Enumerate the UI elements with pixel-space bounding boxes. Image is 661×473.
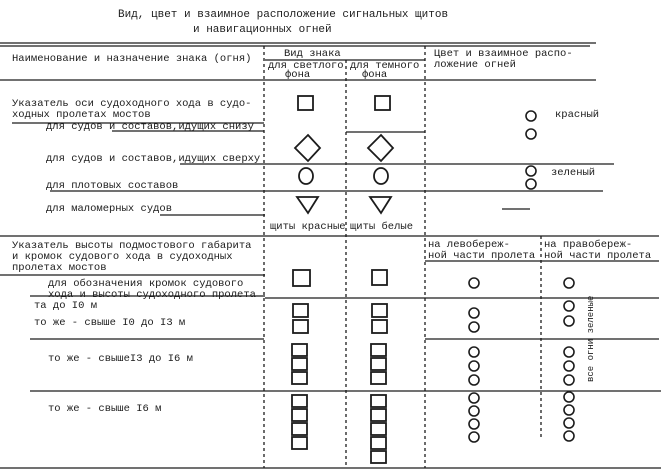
square-shield-icon (371, 344, 386, 356)
s2-row2: то же - свыше I0 до I3 м (34, 317, 186, 329)
s1-row-from-above: для судов и составов,идущих сверху (46, 153, 261, 165)
green-light-icon (564, 431, 574, 441)
s1-label-red: красный (555, 109, 600, 121)
circle-shield-icon (374, 168, 388, 184)
s2-row1-line2: хода и высоты судоходного пролета (48, 289, 256, 301)
square-shield-icon (372, 270, 387, 285)
s2-row1-line1: для обозначения кромок судового (48, 278, 244, 290)
green-light-icon (564, 418, 574, 428)
green-light-icon (564, 316, 574, 326)
green-light-icon (469, 361, 479, 371)
s2-row4: то же - свыше I6 м (48, 403, 162, 415)
s2-title-line1: Указатель высоты подмостового габарита (12, 240, 252, 252)
s1-label-green: зеленый (551, 167, 596, 179)
square-shield-icon (292, 437, 307, 449)
s2-title-line2: и кромок судового хода в судоходных (12, 251, 233, 263)
header-color-line2: ложение огней (434, 59, 516, 71)
header-light-bg-line2: фона (285, 69, 311, 81)
s2-row3: то же - свышеI3 до I6 м (48, 353, 193, 365)
green-light-icon (469, 322, 479, 332)
s2-right-bank-line1: на правобереж- (544, 239, 633, 251)
diamond-shield-icon (368, 135, 393, 161)
square-shield-icon (375, 96, 390, 110)
green-light-icon (526, 166, 536, 176)
green-light-icon (469, 375, 479, 385)
s2-title-line3: пролетах мостов (12, 262, 107, 274)
square-shield-icon (371, 451, 386, 463)
s1-row-small-craft: для маломерных судов (46, 203, 173, 215)
header-name-purpose: Наименование и назначение знака (огня) (12, 53, 252, 65)
s2-all-green: все огни зеленые (586, 295, 596, 382)
document-title-line2: и навигационных огней (193, 24, 332, 36)
green-light-icon (564, 301, 574, 311)
square-shield-icon (298, 96, 313, 110)
square-shield-icon (292, 344, 307, 356)
square-shield-icon (292, 395, 307, 407)
square-shield-icon (372, 320, 387, 333)
circle-shield-icon (299, 168, 313, 184)
green-light-icon (469, 278, 479, 288)
s1-title-line2: ходных пролетах мостов (12, 109, 151, 121)
s2-left-bank-line2: ной части пролета (428, 250, 536, 262)
square-shield-icon (292, 372, 307, 384)
square-shield-icon (292, 423, 307, 435)
green-light-icon (564, 375, 574, 385)
green-light-icon (469, 432, 479, 442)
square-shield-icon (371, 358, 386, 370)
square-shield-icon (293, 304, 308, 317)
header-sign-view: Вид знака (284, 48, 341, 60)
green-light-icon (564, 361, 574, 371)
green-light-icon (469, 308, 479, 318)
triangle-shield-icon (370, 197, 391, 213)
square-shield-icon (371, 395, 386, 407)
square-shield-icon (371, 409, 386, 421)
green-light-icon (526, 179, 536, 189)
green-light-icon (564, 392, 574, 402)
triangle-shield-icon (297, 197, 318, 213)
s2-right-bank-line2: ной части пролета (544, 250, 652, 262)
header-dark-bg-line1: для темного (350, 60, 420, 72)
square-shield-icon (372, 304, 387, 317)
green-light-icon (564, 278, 574, 288)
header-color-line1: Цвет и взаимное распо- (434, 48, 573, 60)
square-shield-icon (371, 437, 386, 449)
s1-row-from-below: для судов и составов,идущих снизу (46, 121, 254, 133)
green-light-icon (564, 347, 574, 357)
s2-row1-line3: та до I0 м (34, 300, 98, 312)
square-shield-icon (292, 358, 307, 370)
green-light-icon (469, 347, 479, 357)
green-light-icon (564, 405, 574, 415)
green-light-icon (469, 393, 479, 403)
header-dark-bg-line2: фона (362, 69, 388, 81)
green-light-icon (469, 419, 479, 429)
red-light-icon (526, 111, 536, 121)
square-shield-icon (371, 372, 386, 384)
document-title-line1: Вид, цвет и взаимное расположение сигнальных щитов (118, 9, 449, 21)
s1-shields-red: щиты красные (270, 221, 346, 233)
green-light-icon (469, 406, 479, 416)
s1-row-rafts: для плотовых составов (46, 180, 179, 192)
square-shield-icon (371, 423, 386, 435)
s1-shields-white: щиты белые (350, 221, 414, 233)
square-shield-icon (293, 320, 308, 333)
square-shield-icon (293, 270, 310, 286)
diamond-shield-icon (295, 135, 320, 161)
s1-title-line1: Указатель оси судоходного хода в судо- (12, 98, 252, 110)
red-light-icon (526, 129, 536, 139)
square-shield-icon (292, 409, 307, 421)
header-light-bg-line1: для светлого (268, 60, 344, 72)
s2-left-bank-line1: на левобереж- (428, 239, 510, 251)
